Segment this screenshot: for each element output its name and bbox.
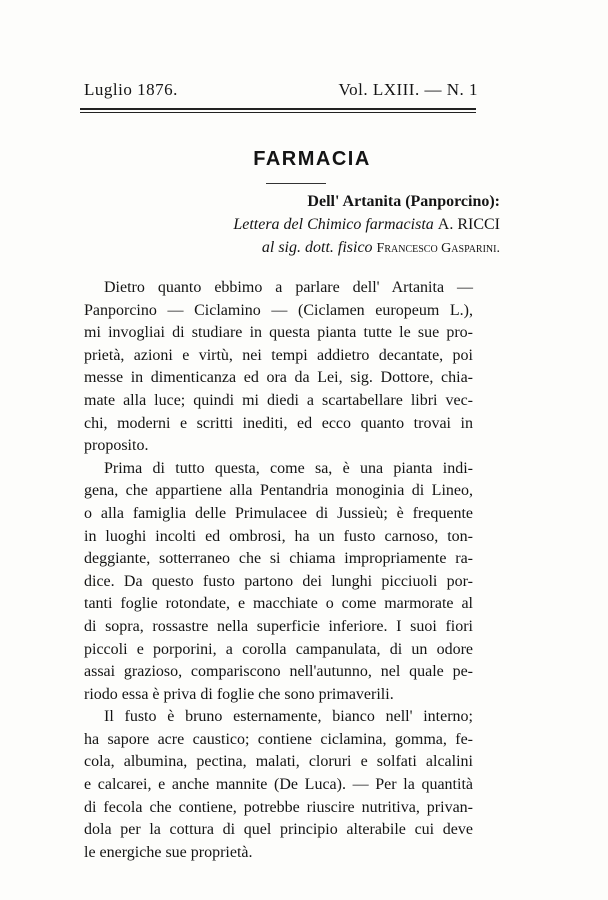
byline-text: Lettera del Chimico farmacista bbox=[233, 216, 434, 233]
text-line: Il fusto è bruno esternamente, bianco nell' interno; bbox=[104, 708, 473, 726]
byline-author: A. RICCI bbox=[437, 216, 500, 233]
text-line: proposito. bbox=[84, 437, 149, 455]
dedication-text: al sig. dott. fisico bbox=[261, 239, 373, 256]
paragraph bbox=[84, 277, 473, 458]
section-title: FARMACIA bbox=[253, 148, 371, 170]
text-line: dice. Da questo fusto partono dei lunghi picciuoli por- bbox=[84, 572, 473, 590]
text-line: Panporcino — Ciclamino — (Ciclamen europeum L.), bbox=[84, 301, 473, 319]
text-line: deggiante, sotterraneo che si chiama impropriamente ra- bbox=[84, 550, 473, 568]
text-line: in luoghi incolti ed ombrosi, ha un fusto carnoso, ton- bbox=[84, 527, 473, 545]
text-line: Dietro quanto ebbimo a parlare dell' Artanita — bbox=[104, 279, 473, 296]
text-line: e calcarei, e anche mannite (De Luca). — Per la quantità bbox=[84, 776, 473, 794]
text-line: assai grazioso, compariscono nell'autunno, nel quale pe- bbox=[84, 663, 473, 681]
volume-number: Vol. LXIII. — N. 1 bbox=[338, 80, 478, 99]
dedication-name: Francesco Gasparini. bbox=[376, 241, 500, 256]
text-line: ha sapore acre caustico; contiene ciclamina, gomma, fe- bbox=[84, 730, 473, 748]
title-underline bbox=[266, 183, 326, 184]
issue-date: Luglio 1876. bbox=[84, 80, 178, 99]
article-heading bbox=[120, 190, 500, 260]
article-byline bbox=[120, 213, 500, 236]
paragraph bbox=[84, 706, 473, 864]
text-line: mate alla luce; quindi mi diedi a scartabellare libri vec- bbox=[84, 391, 473, 409]
article-dedication bbox=[120, 236, 500, 260]
text-line: gena, che appartiene alla Pentandria monoginia di Lineo, bbox=[84, 482, 473, 500]
text-line: mi invogliai di studiare in questa pianta tutte le sue pro- bbox=[84, 324, 473, 342]
article-body bbox=[84, 277, 473, 864]
text-line: di fecola che contiene, potrebbe riuscire nutritiva, privan- bbox=[84, 798, 473, 816]
paragraph bbox=[84, 458, 473, 707]
text-line: prietà, azioni e virtù, nei tempi addietro decantate, poi bbox=[84, 346, 473, 364]
text-line: Prima di tutto questa, come sa, è una pianta indi- bbox=[104, 459, 473, 477]
text-line: chi, moderni e scritti inediti, ed ecco quanto trovai in bbox=[84, 414, 473, 432]
text-line: o alla famiglia delle Primulacee di Jussieù; è frequente bbox=[84, 504, 473, 522]
article-title: Dell' Artanita (Panporcino): bbox=[307, 193, 500, 210]
text-line: di sopra, rossastre nella superficie inferiore. I suoi fiori bbox=[84, 617, 473, 635]
text-line: le energiche sue proprietà. bbox=[84, 843, 253, 861]
text-line: messe in dimenticanza ed ora da Lei, sig. Dottore, chia- bbox=[84, 369, 473, 387]
text-line: tanti foglie rotondate, e macchiate o come marmorate al bbox=[84, 595, 473, 613]
text-line: riodo essa è priva di foglie che sono primaverili. bbox=[84, 685, 394, 703]
header-rule bbox=[80, 108, 476, 113]
text-line: piccoli e porporini, a corolla campanulata, di un odore bbox=[84, 640, 473, 658]
running-head bbox=[84, 80, 478, 100]
text-line: dola per la cottura di quel principio alterabile cui deve bbox=[84, 821, 473, 839]
text-line: cola, albumina, pectina, malati, cloruri e solfati alcalini bbox=[84, 753, 473, 771]
